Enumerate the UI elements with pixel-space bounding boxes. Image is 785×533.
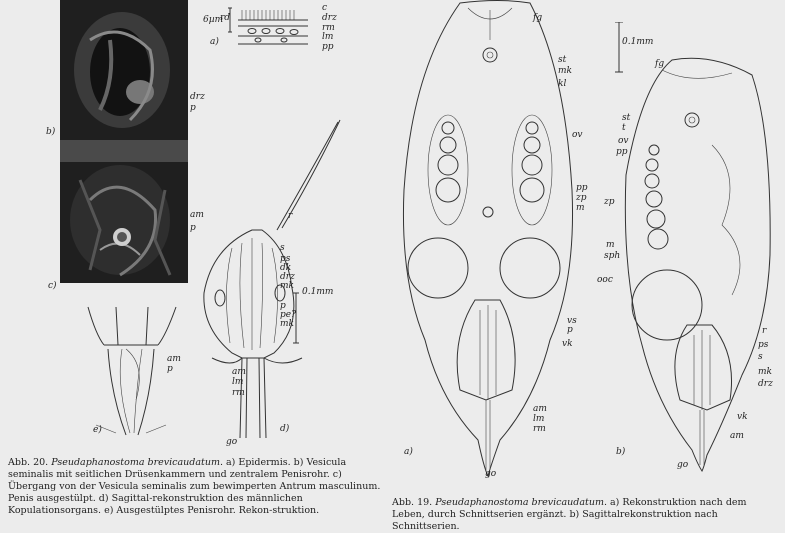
label-p-b: p [190,103,196,113]
label-fg-a: fg [533,13,543,23]
label-st-b: st [622,113,631,123]
label-m-a: m [576,203,585,213]
label-ooc-b: ooc [597,275,613,285]
label-lm-d: lm [232,377,244,387]
label-r-d: r [288,211,293,221]
label-r-b: r [762,326,767,336]
label-drz-b: drz [190,92,205,102]
scale-0.1mm-a: 0.1mm [622,37,654,47]
label-pp-a: pp [576,183,588,193]
label-go-d: go [226,437,238,447]
label-pe-d: pe? [280,310,296,320]
body-reconstruction-b [612,55,782,475]
label-t-b: t [622,123,626,133]
label-lm-a: lm [533,414,545,424]
label-vs-a: vs [567,316,577,326]
label-vk-b: vk [737,412,748,422]
label-panel-c: c) [48,281,57,291]
photo-texture [60,0,188,283]
label-sph-b: sph [604,251,621,261]
label-mk2-d: mk [280,319,294,329]
label-drz-b: drz [758,379,773,389]
caption19-lead: Abb. 19. [392,497,436,508]
caption19-text: . a) Rekonstruktion nach dem Leben, durch Schnittserien ergänzt. b) Sagittalrekonstruktion nach Schnittserien. [392,497,747,532]
label-zp-a: zp [576,193,587,203]
label-am-b: am [730,431,744,441]
label-p-c: p [190,223,196,233]
label-rm-a: rm [322,23,335,33]
label-panel-a20: a) [210,37,219,47]
label-mk-a: mk [558,66,572,76]
label-p-e: p [167,364,173,374]
epidermis-diagram [228,6,320,51]
label-ov-a: ov [572,130,583,140]
label-panel-b: b) [46,127,56,137]
caption19-species: Pseudaphanostoma brevicaudatum [435,497,604,508]
label-am-a: am [533,404,547,414]
label-pp-a: pp [322,42,334,52]
label-go-b: go [677,460,689,470]
label-ps-d: ps [280,254,291,264]
caption-fig19 [392,497,780,533]
label-panel-a19: a) [404,447,413,457]
label-rd: rd [220,13,231,23]
label-dk-d: dk [280,263,292,273]
caption20-lead: Abb. 20. [8,457,52,468]
label-am-d: am [232,367,246,377]
label-drz-d: drz [280,272,295,282]
caption20-text: . a) Epidermis. b) Vesicula seminalis mit seitlichen Drüsenkammern und zentralem Penisrohr. c) Übergang von der Vesicula seminalis zum bewimperten Antrum masculinum. Penis ausgestülpt. d) Sagittal-rekonstruktion des männlichen Kopulationsorgans. e) Ausgestülptes Penisrohr. Rekon-struktion. [8,457,381,516]
label-zp-b: zp [604,197,615,207]
label-vk-a: vk [562,339,573,349]
label-fg-b: fg [655,59,665,69]
label-c: c [322,3,328,13]
label-am-e: am [167,354,181,364]
label-mk-b: mk [758,367,772,377]
label-p-a: p [567,325,573,335]
caption-fig20 [8,457,386,517]
photomicrograph-panel [60,0,188,283]
label-go-a: go [485,469,497,479]
label-rm-d: rm [232,388,245,398]
label-st-a: st [558,55,567,65]
label-s-d: s [280,243,285,253]
label-panel-b19: b) [616,447,626,457]
copulatory-organ-diagram [192,118,342,443]
label-panel-d20: d) [280,424,290,434]
label-ov-b: ov [618,136,629,146]
label-p-d: p [280,301,286,311]
label-ps-b: ps [758,340,769,350]
label-rm-a: rm [533,424,546,434]
label-am-c: am [190,210,204,220]
scale-6um: 6µm [203,15,224,25]
label-drz-a: drz [322,13,337,23]
label-mk-d: mk [280,281,294,291]
label-lm-a: lm [322,32,334,42]
caption20-species: Pseudaphanostoma brevicaudatum [51,457,220,468]
label-kl-a: kl [558,79,567,89]
label-s-b: s [758,352,763,362]
scale-0.1mm-d: 0.1mm [302,287,334,297]
label-panel-e20: e) [93,425,102,435]
label-pp-b: pp [616,147,628,157]
everted-penis-diagram [86,305,181,445]
label-m-b: m [606,240,615,250]
